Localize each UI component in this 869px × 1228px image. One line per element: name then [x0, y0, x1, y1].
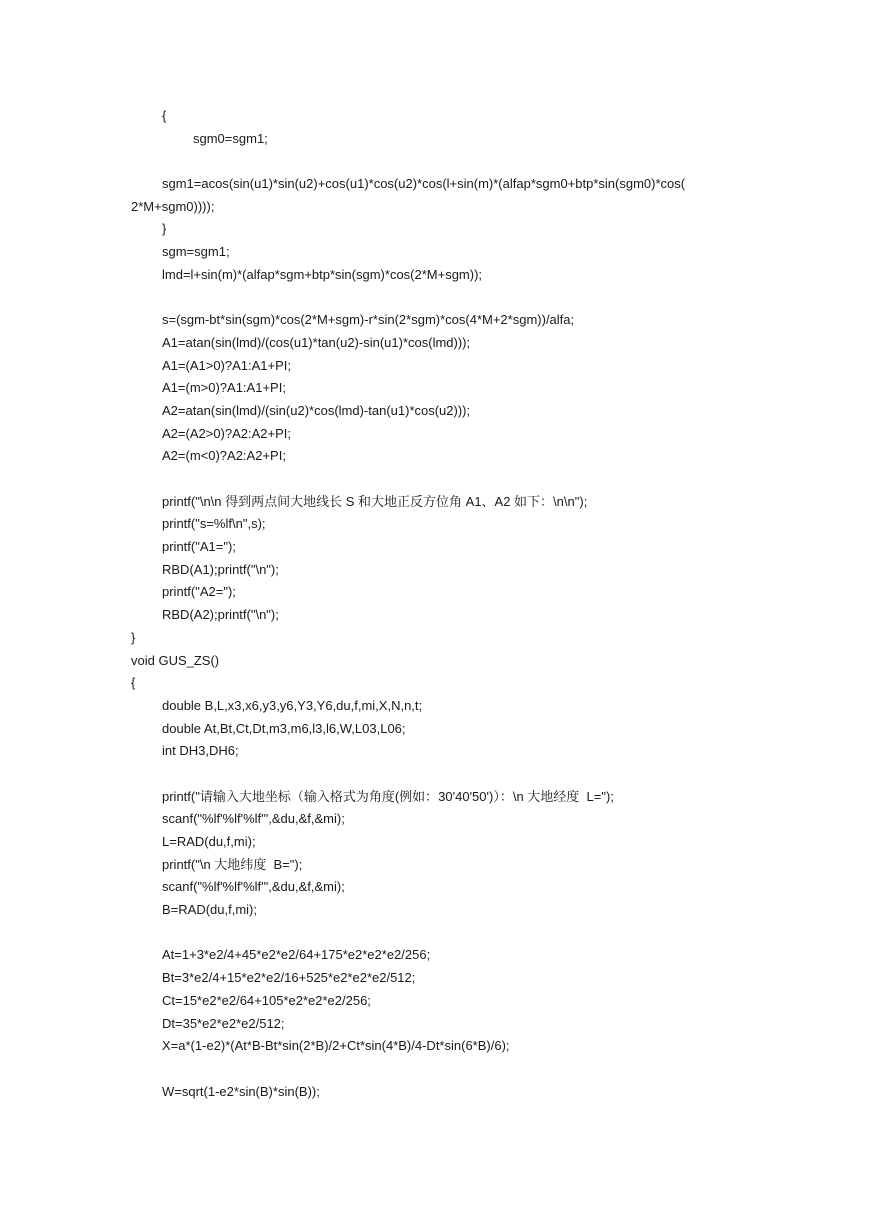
blank-line	[131, 922, 851, 945]
code-line: Ct=15*e2*e2/64+105*e2*e2*e2/256;	[162, 992, 371, 1008]
code-line: L=RAD(du,f,mi);	[162, 834, 256, 849]
code-line: At=1+3*e2/4+45*e2*e2/64+175*e2*e2*e2/256;	[162, 947, 431, 963]
code-line: }	[162, 221, 167, 237]
code-line: lmd=l+sin(m)*(alfap*sgm+btp*sin(sgm)*cos(2*M+sgm));	[162, 266, 483, 282]
code-line: A1=(A1>0)?A1:A1+PI;	[162, 357, 292, 373]
code-line: X=a*(1-e2)*(At*B-Bt*sin(2*B)/2+Ct*sin(4*B)/4-Dt*sin(6*B)/6);	[162, 1038, 510, 1054]
code-line: double B,L,x3,x6,y3,y6,Y3,Y6,du,f,mi,X,N,n,t;	[162, 697, 423, 713]
code-line: B=RAD(du,f,mi);	[162, 902, 257, 918]
code-line: A2=(A2>0)?A2:A2+PI;	[162, 425, 292, 441]
blank-line	[131, 763, 851, 786]
code-line: sgm1=acos(sin(u1)*sin(u2)+cos(u1)*cos(u2)*cos(l+sin(m)*(alfap*sgm0+btp*sin(sgm0)*cos(	[162, 176, 686, 192]
blank-line	[131, 287, 851, 310]
code-line: A2=atan(sin(lmd)/(sin(u2)*cos(lmd)-tan(u1)*cos(u2)));	[162, 402, 471, 418]
code-line: RBD(A1);printf("\n");	[162, 561, 279, 577]
code-line: W=sqrt(1-e2*sin(B)*sin(B));	[162, 1083, 320, 1099]
code-line: sgm0=sgm1;	[193, 130, 268, 146]
code-line: sgm=sgm1;	[162, 244, 230, 260]
code-line: Dt=35*e2*e2*e2/512;	[162, 1015, 285, 1031]
code-line: printf("A1=");	[162, 539, 236, 555]
code-line: scanf("%lf'%lf'%lf'",&du,&f,&mi);	[162, 879, 345, 895]
blank-line	[131, 468, 851, 491]
code-line: printf("\n\n 得到两点间大地线长 S 和大地正反方位角 A1、A2 如下：\n\n");	[162, 493, 588, 509]
code-line: int DH3,DH6;	[162, 743, 239, 759]
code-line: {	[131, 675, 136, 691]
code-line: printf("\n 大地纬度 B=");	[162, 856, 303, 872]
code-line: void GUS_ZS()	[131, 652, 220, 668]
code-line: scanf("%lf'%lf'%lf'",&du,&f,&mi);	[162, 811, 345, 827]
code-line: s=(sgm-bt*sin(sgm)*cos(2*M+sgm)-r*sin(2*sgm)*cos(4*M+2*sgm))/alfa;	[162, 312, 575, 328]
code-line: A1=atan(sin(lmd)/(cos(u1)*tan(u2)-sin(u1)*cos(lmd)));	[162, 334, 471, 350]
code-line: printf("A2=");	[162, 584, 236, 600]
code-line: printf("s=%lf\n",s);	[162, 516, 266, 532]
code-line: RBD(A2);printf("\n");	[162, 607, 279, 623]
code-line: A2=(m<0)?A2:A2+PI;	[162, 448, 286, 464]
code-line: {	[162, 108, 167, 123]
code-line: double At,Bt,Ct,Dt,m3,m6,l3,l6,W,L03,L06;	[162, 720, 406, 736]
code-line: A1=(m>0)?A1:A1+PI;	[162, 380, 286, 396]
code-listing	[131, 105, 851, 1103]
code-line: Bt=3*e2/4+15*e2*e2/16+525*e2*e2*e2/512;	[162, 970, 416, 986]
code-line: printf("请输入大地坐标（输入格式为角度(例如：30'40'50')）：\n 大地经度 L=");	[162, 788, 614, 804]
code-line: 2*M+sgm0))));	[131, 198, 215, 214]
code-line: }	[131, 629, 136, 645]
blank-line	[131, 1058, 851, 1081]
blank-line	[131, 150, 851, 173]
